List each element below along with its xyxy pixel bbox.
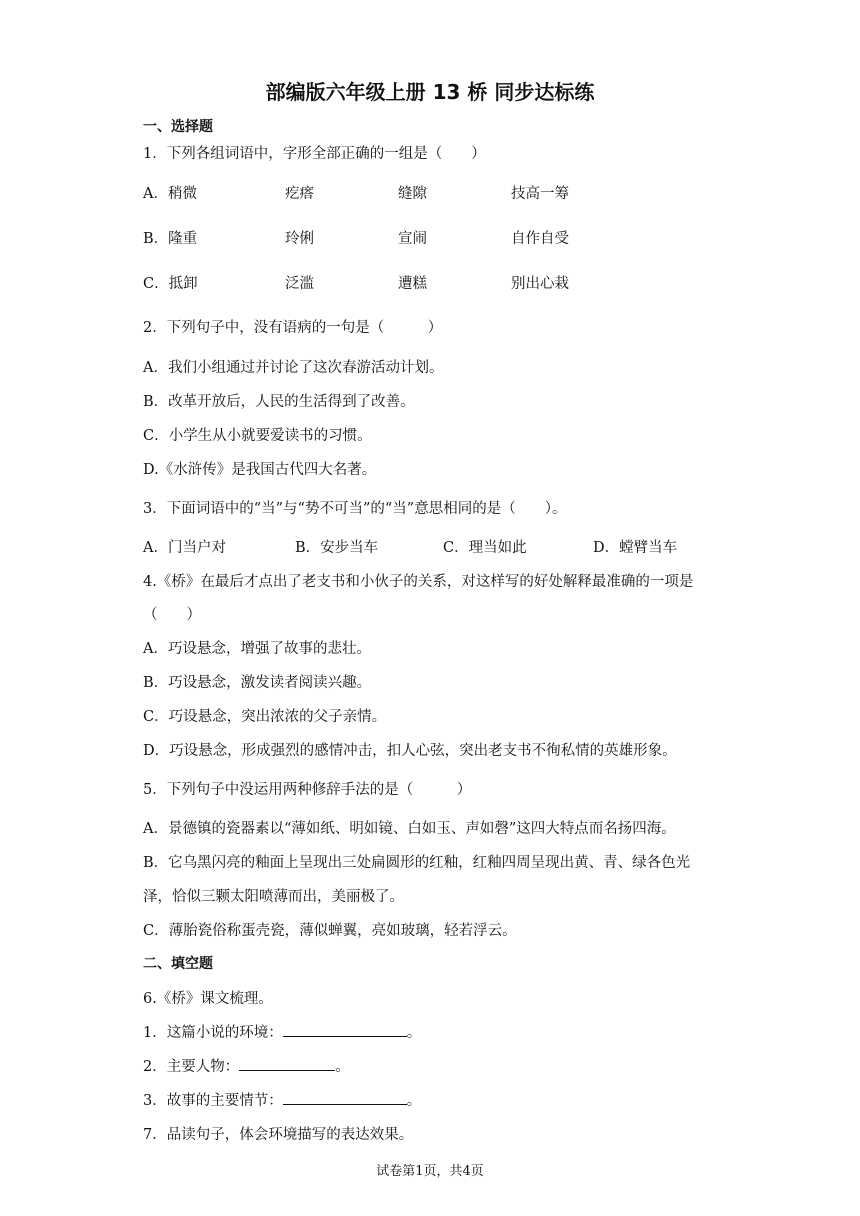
- q6-item-2-end: 。: [335, 1059, 350, 1075]
- section-heading-choice: 一、选择题: [143, 119, 213, 135]
- q5-option-c: C．薄胎瓷俗称蛋壳瓷，薄似蝉翼，亮如玻璃，轻若浮云。: [143, 923, 517, 939]
- question-4-stem-cont: （ ）: [143, 607, 201, 623]
- q4-option-d: D．巧设悬念，形成强烈的感情冲击，扣人心弦，突出老支书不徇私情的英雄形象。: [143, 743, 677, 759]
- question-4-stem: 4.《桥》在最后才点出了老支书和小伙子的关系，对这样写的好处解释最准确的一项是: [143, 574, 694, 590]
- q1-option-b-word: 宣闹: [398, 231, 427, 247]
- q6-item-3-end: 。: [406, 1093, 422, 1109]
- q1-option-a-word: 疙瘩: [285, 186, 314, 202]
- answer-blank[interactable]: [239, 1056, 335, 1071]
- page-title: 部编版六年级上册 13 桥 同步达标练: [265, 80, 595, 104]
- q6-item-1-label: 1．这篇小说的环境：: [143, 1025, 283, 1041]
- q6-item-1-end: 。: [406, 1025, 422, 1041]
- q1-option-c-word: 遭糕: [398, 276, 427, 292]
- answer-blank[interactable]: [283, 1022, 407, 1037]
- q1-option-b-word: 玲俐: [285, 231, 314, 247]
- q4-option-b: B．巧设悬念，激发读者阅读兴趣。: [143, 675, 372, 691]
- question-6-stem: 6.《桥》课文梳理。: [143, 991, 273, 1007]
- question-5-stem: 5．下列句子中没运用两种修辞手法的是（ ）: [143, 782, 472, 798]
- section-heading-fill: 二、填空题: [143, 956, 213, 972]
- q4-option-c: C．巧设悬念，突出浓浓的父子亲情。: [143, 709, 387, 725]
- answer-blank[interactable]: [283, 1090, 407, 1105]
- q5-option-b-cont: 泽，恰似三颗太阳喷薄而出，美丽极了。: [143, 889, 404, 905]
- q2-option-d: D.《水浒传》是我国古代四大名著。: [143, 462, 377, 478]
- page-footer: 试卷第1页，共4页: [376, 1164, 484, 1179]
- q2-option-c: C．小学生从小就要爱读书的习惯。: [143, 428, 372, 444]
- q4-option-a: A．巧设悬念，增强了故事的悲壮。: [143, 641, 371, 657]
- q5-option-a: A．景德镇的瓷器素以“薄如纸、明如镜、白如玉、声如磬”这四大特点而名扬四海。: [143, 821, 676, 837]
- question-2-stem: 2．下列句子中，没有语病的一句是（ ）: [143, 320, 443, 336]
- question-7-stem: 7．品读句子，体会环境描写的表达效果。: [143, 1127, 414, 1143]
- q1-option-b-word: 自作自受: [511, 231, 569, 247]
- q3-option-d: D．螳臂当车: [593, 540, 678, 556]
- q6-item-2-label: 2．主要人物：: [143, 1059, 240, 1075]
- q1-option-a: A．稍微: [143, 186, 197, 202]
- q1-option-b: B．隆重: [143, 231, 198, 247]
- q2-option-b: B．改革开放后，人民的生活得到了改善。: [143, 394, 415, 410]
- q6-item-1: [143, 1021, 421, 1042]
- q1-option-c: C．抵卸: [143, 276, 198, 292]
- q1-option-a-word: 技高一筹: [511, 186, 569, 202]
- q6-item-2: [143, 1055, 350, 1076]
- q1-option-c-word: 泛滥: [285, 276, 314, 292]
- q2-option-a: A．我们小组通过并讨论了这次春游活动计划。: [143, 360, 444, 376]
- q6-item-3-label: 3．故事的主要情节：: [143, 1093, 283, 1109]
- q1-option-a-word: 缝隙: [398, 186, 427, 202]
- q1-option-c-word: 别出心栽: [511, 276, 569, 292]
- q5-option-b: B．它乌黑闪亮的釉面上呈现出三处扁圆形的红釉，红釉四周呈现出黄、青、绿各色光: [143, 855, 691, 871]
- q3-option-b: B．安步当车: [295, 540, 379, 556]
- q3-option-c: C．理当如此: [443, 540, 527, 556]
- q6-item-3: [143, 1089, 421, 1110]
- question-3-stem: 3．下面词语中的“当”与“势不可当”的“当”意思相同的是（ ）。: [143, 501, 567, 517]
- question-1-stem: 1．下列各组词语中，字形全部正确的一组是（ ）: [143, 146, 486, 162]
- q3-option-a: A．门当户对: [143, 540, 226, 556]
